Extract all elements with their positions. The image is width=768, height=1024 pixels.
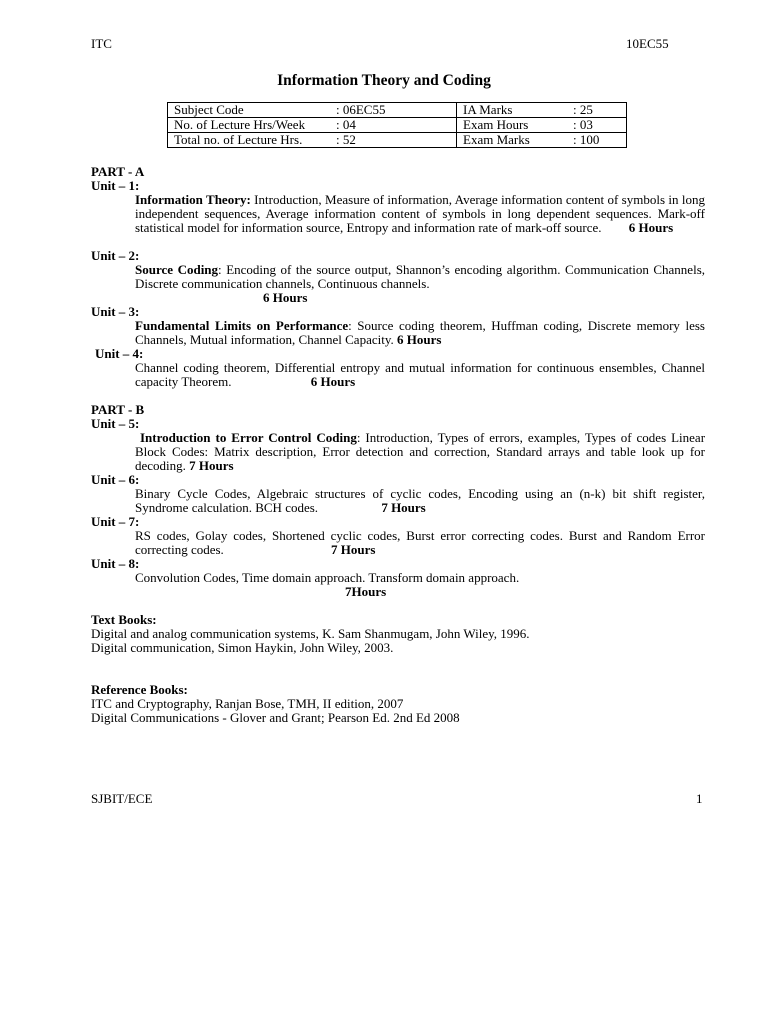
unit-5-heading: Introduction to Error Control Coding [139,430,357,445]
part-b-heading: PART - B [91,402,145,417]
unit-3-heading: Fundamental Limits on Performance [135,318,349,333]
unit-5-label: Unit – 5: [91,416,140,431]
cell-label: Total no. of Lecture Hrs. [174,132,303,147]
header-left: ITC [91,36,112,51]
text-book-item: Digital communication, Simon Haykin, John Wiley, 2003. [91,640,394,655]
unit-1-hours: 6 Hours [628,220,674,235]
unit-7-hours: 7 Hours [331,542,376,557]
unit-6-hours: 7 Hours [381,500,426,515]
cell-label: Exam Marks [463,132,530,147]
table-row [168,118,627,133]
unit-4-content [135,361,705,389]
table-cell [168,103,457,118]
unit-2-hours: 6 Hours [263,290,308,305]
reference-book-item: Digital Communications - Glover and Grant; Pearson Ed. 2nd Ed 2008 [91,710,460,725]
cell-value: : 03 [573,117,593,132]
cell-label: Subject Code [174,102,244,117]
unit-2-content [135,263,705,305]
subject-info-table [167,102,627,148]
unit-3-hours: 6 Hours [397,332,442,347]
unit-5-content [135,431,705,473]
unit-6-label: Unit – 6: [91,472,140,487]
unit-5-text: : Introduction, Types of errors, examples, Types of codes Linear Block Codes: Matrix description, Error detection and correction, Standard arrays and table look up for decoding. [135,430,706,473]
cell-value: : 06EC55 [336,102,386,117]
unit-2-label: Unit – 2: [91,248,140,263]
unit-8-hours: 7Hours [345,584,387,599]
unit-2-heading: Source Coding [135,262,219,277]
unit-5-hours: 7 Hours [189,458,234,473]
unit-1-label: Unit – 1: [91,178,140,193]
unit-1-content [135,193,705,235]
unit-4-hours: 6 Hours [310,374,356,389]
unit-4-text: Channel coding theorem, Differential entropy and mutual information for continuous ensembles, Channel capacity Theorem. [135,360,705,389]
unit-1-text: Introduction, Measure of information, Average information content of symbols in long independent sequences, Average information content of symbols in long dependent sequences. Mark-off statistical model for information source, Entropy and information rate of mark-off source. [135,192,705,235]
table-cell [457,103,627,118]
header-right: 10EC55 [626,36,669,51]
unit-8-text: Convolution Codes, Time domain approach. Transform domain approach. [135,570,520,585]
table-row [168,133,627,148]
unit-3-text: : Source coding theorem, Huffman coding, Discrete memory less Channels, Mutual information, Channel Capacity. [135,318,705,347]
table-cell [168,133,457,148]
table-cell [457,133,627,148]
text-books-heading: Text Books: [91,612,157,627]
text-book-item: Digital and analog communication systems, K. Sam Shanmugam, John Wiley, 1996. [91,626,530,641]
page-number: 1 [696,791,703,806]
cell-label: No. of Lecture Hrs/Week [174,117,306,132]
unit-8-content [135,571,705,599]
unit-7-label: Unit – 7: [91,514,140,529]
unit-7-content [135,529,705,557]
footer-left: SJBIT/ECE [91,791,153,806]
reference-book-item: ITC and Cryptography, Ranjan Bose, TMH, II edition, 2007 [91,696,404,711]
document-title: Information Theory and Coding [277,72,491,89]
table-row [168,103,627,118]
cell-label: Exam Hours [463,117,529,132]
unit-2-text: : Encoding of the source output, Shannon’s encoding algorithm. Communication Channels, Discrete communication channels, Continuous channels. [135,262,705,291]
reference-books-heading: Reference Books: [91,682,188,697]
part-a-heading: PART - A [91,164,145,179]
cell-value: : 25 [573,102,593,117]
cell-value: : 52 [336,132,356,147]
unit-7-text: RS codes, Golay codes, Shortened cyclic codes, Burst error correcting codes. Burst and Random Error correcting codes. [135,528,705,557]
unit-1-heading: Information Theory: [135,192,251,207]
unit-3-content [135,319,705,347]
table-cell [457,118,627,133]
unit-3-label: Unit – 3: [91,304,140,319]
table-cell [168,118,457,133]
unit-8-label: Unit – 8: [91,556,140,571]
cell-value: : 100 [573,132,600,147]
unit-4-label: Unit – 4: [95,346,144,361]
unit-6-text: Binary Cycle Codes, Algebraic structures of cyclic codes, Encoding using an (n-k) bit shift register, Syndrome calculation. BCH codes. [135,486,705,515]
cell-label: IA Marks [463,102,513,117]
cell-value: : 04 [336,117,356,132]
unit-6-content [135,487,705,515]
